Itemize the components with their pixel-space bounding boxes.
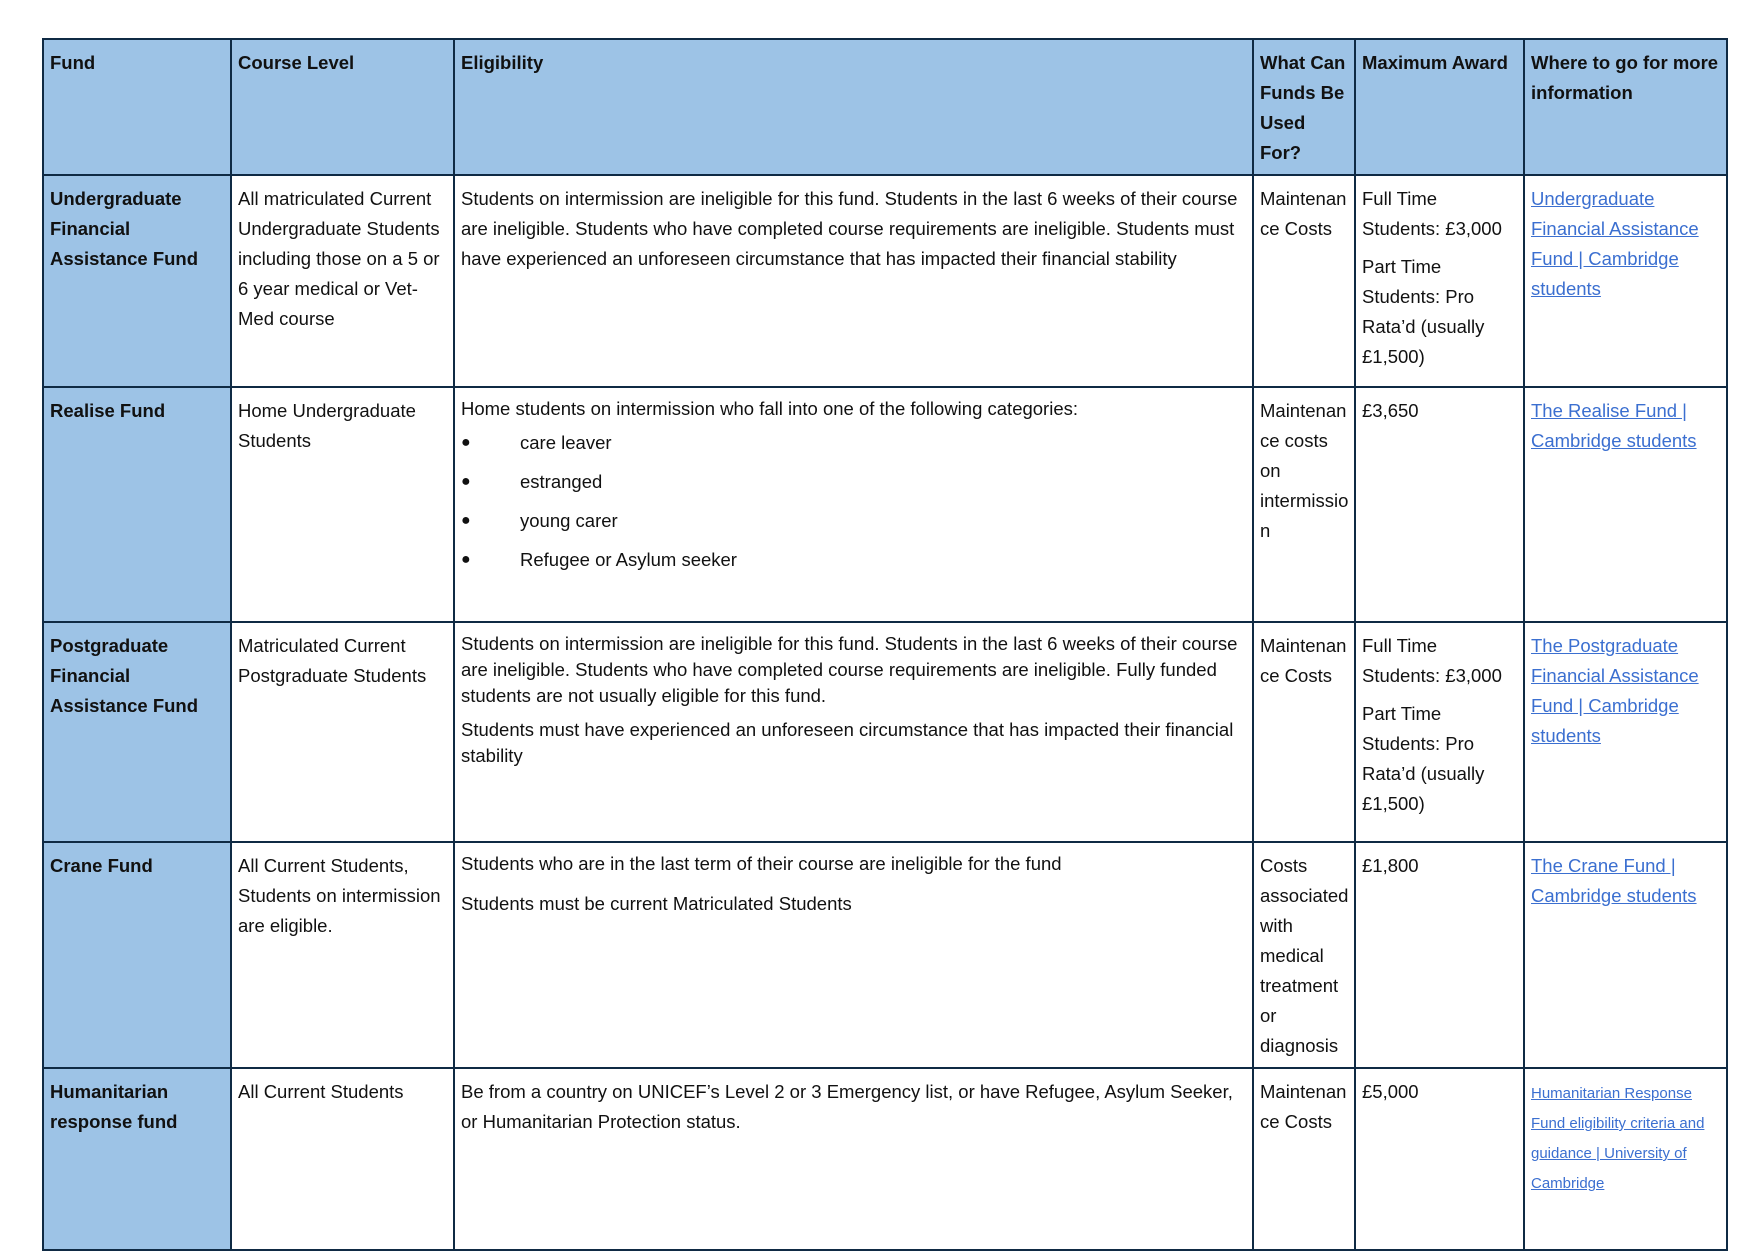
list-item-text: care leaver	[520, 432, 612, 453]
header-fund: Fund	[43, 39, 231, 175]
fund-use: Maintenance Costs	[1253, 1068, 1355, 1250]
table-row	[43, 1068, 1727, 1250]
max-award	[1355, 387, 1524, 622]
info-cell	[1524, 175, 1727, 387]
list-item	[461, 547, 1247, 573]
info-cell	[1524, 622, 1727, 842]
header-eligibility: Eligibility	[454, 39, 1253, 175]
award-full-time: Full Time Students: £3,000	[1362, 188, 1502, 239]
bullet-icon: ●	[461, 551, 471, 568]
award-amount: £5,000	[1362, 1081, 1419, 1102]
fund-use: Maintenance Costs	[1253, 622, 1355, 842]
list-item-text: young carer	[520, 510, 618, 531]
info-link[interactable]: The Realise Fund | Cambridge students	[1531, 400, 1697, 451]
max-award	[1355, 175, 1524, 387]
info-cell	[1524, 387, 1727, 622]
eligibility	[454, 175, 1253, 387]
info-cell	[1524, 1068, 1727, 1250]
max-award	[1355, 842, 1524, 1068]
funds-table	[42, 38, 1728, 1251]
header-row	[43, 39, 1727, 175]
course-level: All Current Students	[231, 1068, 454, 1250]
table-row	[43, 842, 1727, 1068]
eligibility	[454, 387, 1253, 622]
eligibility-text: Students must be current Matriculated Students	[461, 893, 852, 914]
list-item	[461, 508, 1247, 534]
list-item-text: estranged	[520, 471, 603, 492]
header-info: Where to go for more information	[1524, 39, 1727, 175]
eligibility-text: Students on intermission are ineligible for this fund. Students in the last 6 weeks of their course are ineligible. Students who have completed course requirements are ineligible. Fully funded students are not usually eligible for this fund.	[461, 633, 1238, 706]
award-full-time: Full Time Students: £3,000	[1362, 635, 1502, 686]
eligibility-text: Be from a country on UNICEF’s Level 2 or 3 Emergency list, or have Refugee, Asylum Seeker, or Humanitarian Protection status.	[461, 1081, 1233, 1132]
fund-name: Crane Fund	[43, 842, 231, 1068]
eligibility-categories	[461, 430, 1247, 573]
max-award	[1355, 1068, 1524, 1250]
fund-use: Costs associated with medical treatment or diagnosis	[1253, 842, 1355, 1068]
header-max-award: Maximum Award	[1355, 39, 1524, 175]
bullet-icon: ●	[461, 434, 471, 451]
eligibility	[454, 622, 1253, 842]
fund-use: Maintenance Costs	[1253, 175, 1355, 387]
award-amount: £3,650	[1362, 400, 1419, 421]
course-level: All Current Students, Students on intermission are eligible.	[231, 842, 454, 1068]
fund-name: Postgraduate Financial Assistance Fund	[43, 622, 231, 842]
list-item-text: Refugee or Asylum seeker	[520, 549, 737, 570]
info-link[interactable]: The Postgraduate Financial Assistance Fund | Cambridge students	[1531, 635, 1699, 746]
list-item	[461, 469, 1247, 495]
header-use: What Can Funds Be Used For?	[1253, 39, 1355, 175]
course-level: Home Undergraduate Students	[231, 387, 454, 622]
fund-use: Maintenance costs on intermission	[1253, 387, 1355, 622]
fund-name: Undergraduate Financial Assistance Fund	[43, 175, 231, 387]
info-link[interactable]: Humanitarian Response Fund eligibility criteria and guidance | University of Cambridge	[1531, 1085, 1705, 1192]
eligibility	[454, 1068, 1253, 1250]
fund-name: Humanitarian response fund	[43, 1068, 231, 1250]
table-row	[43, 175, 1727, 387]
eligibility	[454, 842, 1253, 1068]
fund-name: Realise Fund	[43, 387, 231, 622]
table-row	[43, 622, 1727, 842]
info-link[interactable]: The Crane Fund | Cambridge students	[1531, 855, 1697, 906]
course-level: All matriculated Current Undergraduate Students including those on a 5 or 6 year medical or Vet-Med course	[231, 175, 454, 387]
award-part-time: Part Time Students: Pro Rata’d (usually £1,500)	[1362, 703, 1485, 814]
eligibility-text: Home students on intermission who fall into one of the following categories:	[461, 398, 1079, 419]
table-row	[43, 387, 1727, 622]
list-item	[461, 430, 1247, 456]
eligibility-text: Students on intermission are ineligible for this fund. Students in the last 6 weeks of their course are ineligible. Students who have completed course requirements are ineligible. Students must have experienced an unforeseen circumstance that has impacted their financial stability	[461, 188, 1238, 269]
eligibility-text: Students who are in the last term of their course are ineligible for the fund	[461, 853, 1062, 874]
eligibility-text: Students must have experienced an unforeseen circumstance that has impacted their financial stability	[461, 719, 1234, 766]
course-level: Matriculated Current Postgraduate Students	[231, 622, 454, 842]
info-cell	[1524, 842, 1727, 1068]
max-award	[1355, 622, 1524, 842]
bullet-icon: ●	[461, 512, 471, 529]
header-course-level: Course Level	[231, 39, 454, 175]
bullet-icon: ●	[461, 473, 471, 490]
award-amount: £1,800	[1362, 855, 1419, 876]
info-link[interactable]: Undergraduate Financial Assistance Fund | Cambridge students	[1531, 188, 1699, 299]
award-part-time: Part Time Students: Pro Rata’d (usually £1,500)	[1362, 256, 1485, 367]
